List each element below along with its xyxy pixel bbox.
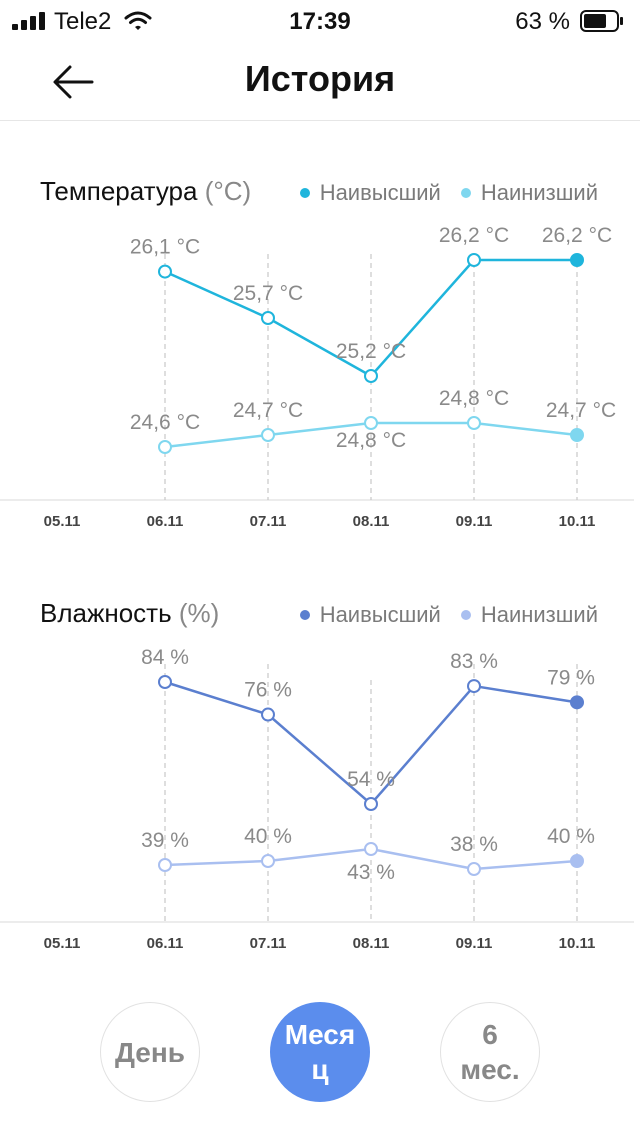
data-point: [571, 254, 583, 266]
x-tick-label: 09.11: [455, 513, 493, 530]
data-label: 24,7 °C: [232, 399, 304, 422]
humidity-title: Влажность: [40, 598, 172, 628]
data-point: [468, 680, 480, 692]
tab-day[interactable]: [100, 1002, 200, 1102]
data-point: [468, 417, 480, 429]
legend-label-high: Наивысший: [319, 180, 441, 205]
legend-label-low: Наинизший: [480, 180, 598, 205]
data-point: [365, 417, 377, 429]
data-label: 39 %: [141, 829, 189, 852]
tab-six-months[interactable]: [440, 1002, 540, 1102]
clock: 17:39: [289, 8, 351, 35]
tab-month[interactable]: [270, 1002, 370, 1102]
data-point: [159, 266, 171, 278]
data-label: 24,6 °C: [129, 411, 201, 434]
data-point: [468, 254, 480, 266]
data-point: [365, 843, 377, 855]
x-tick-label: 07.11: [249, 935, 287, 952]
humidity-unit: (%): [178, 598, 220, 628]
data-label: 26,2 °C: [541, 224, 613, 247]
status-bar: [0, 0, 640, 44]
page-title: История: [244, 58, 396, 99]
x-tick-label: 10.11: [558, 513, 596, 530]
x-tick-label: 05.11: [43, 935, 81, 952]
tab-day-label: День: [115, 1036, 185, 1068]
data-point: [571, 696, 583, 708]
data-label: 54 %: [347, 768, 395, 791]
data-label: 40 %: [244, 825, 292, 848]
data-label: 40 %: [547, 825, 595, 848]
data-label: 26,1 °C: [129, 235, 201, 259]
navigation-header: [0, 44, 640, 121]
x-tick-label: 09.11: [455, 935, 493, 952]
battery-icon: [580, 10, 624, 32]
data-label: 24,7 °C: [545, 399, 617, 422]
humidity-line-chart: [0, 582, 640, 962]
data-point: [571, 855, 583, 867]
temperature-title: Температура: [40, 176, 198, 206]
data-label: 25,2 °C: [335, 340, 407, 363]
data-point: [159, 676, 171, 688]
data-label: 38 %: [450, 833, 498, 856]
tab-month-label: Меся ц: [284, 1019, 356, 1085]
data-label: 43 %: [347, 861, 395, 884]
data-point: [262, 709, 274, 721]
carrier-name: Tele2: [54, 8, 112, 35]
data-label: 24,8 °C: [335, 429, 407, 452]
data-point: [159, 441, 171, 453]
data-point: [262, 312, 274, 324]
x-tick-label: 06.11: [146, 935, 184, 952]
data-label: 84 %: [141, 646, 189, 669]
data-point: [468, 863, 480, 875]
x-tick-label: 08.11: [352, 935, 390, 952]
x-tick-label: 07.11: [249, 513, 287, 530]
data-label: 26,2 °C: [438, 224, 510, 247]
x-tick-label: 08.11: [352, 513, 390, 530]
data-point: [365, 798, 377, 810]
data-point: [571, 429, 583, 441]
x-tick-label: 10.11: [558, 935, 596, 952]
data-label: 79 %: [547, 666, 595, 690]
temperature-chart-section: [0, 160, 640, 540]
legend-label-low: Наинизший: [480, 602, 598, 627]
battery-percentage: 63 %: [515, 8, 570, 35]
data-label: 25,7 °C: [232, 282, 304, 305]
data-point: [365, 370, 377, 382]
data-label: 24,8 °C: [438, 387, 510, 410]
data-point: [159, 859, 171, 871]
range-selector: [0, 1000, 640, 1104]
temperature-unit: (°C): [204, 176, 252, 206]
tab-six-months-label: 6 мес.: [460, 1019, 520, 1085]
temperature-line-chart: [0, 160, 640, 540]
data-point: [262, 855, 274, 867]
x-tick-label: 05.11: [43, 513, 81, 530]
humidity-chart-section: [0, 582, 640, 962]
x-tick-label: 06.11: [146, 513, 184, 530]
data-label: 83 %: [450, 650, 498, 674]
legend-label-high: Наивысший: [319, 602, 441, 627]
data-label: 76 %: [244, 678, 292, 702]
data-point: [262, 429, 274, 441]
